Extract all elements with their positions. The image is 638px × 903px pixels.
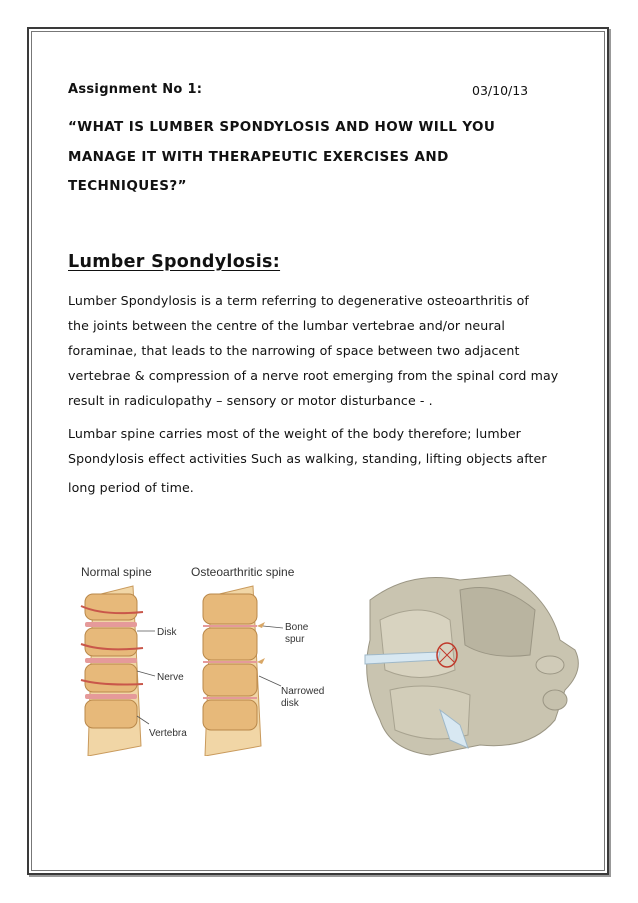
- body-line: foraminae, that leads to the narrowing of space between two adjacent: [68, 343, 520, 358]
- body-line: the joints between the centre of the lumbar vertebrae and/or neural: [68, 318, 506, 333]
- oa-spine-title: Osteoarthritic spine: [191, 565, 295, 579]
- question-line-3: TECHNIQUES?”: [68, 178, 187, 194]
- question-line-1: “WHAT IS LUMBER SPONDYLOSIS AND HOW WILL YOU: [68, 119, 496, 135]
- label-narrowed-disk: disk: [281, 698, 299, 709]
- question-line-2: MANAGE IT WITH THERAPEUTIC EXERCISES AND: [68, 149, 449, 165]
- spine-comparison-illustration: [63, 556, 343, 756]
- label-spur: spur: [285, 634, 305, 645]
- label-disk: Disk: [157, 627, 177, 638]
- label-bone: Bone: [285, 622, 309, 633]
- assignment-date: 03/10/13: [472, 83, 529, 98]
- section-heading: Lumber Spondylosis:: [68, 252, 281, 272]
- assignment-number: Assignment No 1:: [68, 82, 203, 97]
- body-line: result in radiculopathy – sensory or motor disturbance - .: [68, 393, 433, 408]
- body-line: vertebrae & compression of a nerve root emerging from the spinal cord may: [68, 368, 559, 383]
- body-line: Lumbar spine carries most of the weight of the body therefore; lumber: [68, 426, 521, 441]
- normal-spine-drawing: [81, 586, 143, 756]
- oa-spine-drawing: [203, 586, 265, 756]
- body-line: Lumber Spondylosis is a term referring to degenerative osteoarthritis of: [68, 293, 529, 308]
- body-line: Spondylosis effect activities Such as walking, standing, lifting objects after: [68, 451, 547, 466]
- label-narrowed: Narrowed: [281, 686, 325, 697]
- body-line: long period of time.: [68, 480, 194, 495]
- label-vertebra: Vertebra: [149, 728, 187, 739]
- vertebra-3d-illustration: [350, 560, 590, 760]
- label-nerve: Nerve: [157, 672, 184, 683]
- normal-spine-title: Normal spine: [81, 565, 152, 579]
